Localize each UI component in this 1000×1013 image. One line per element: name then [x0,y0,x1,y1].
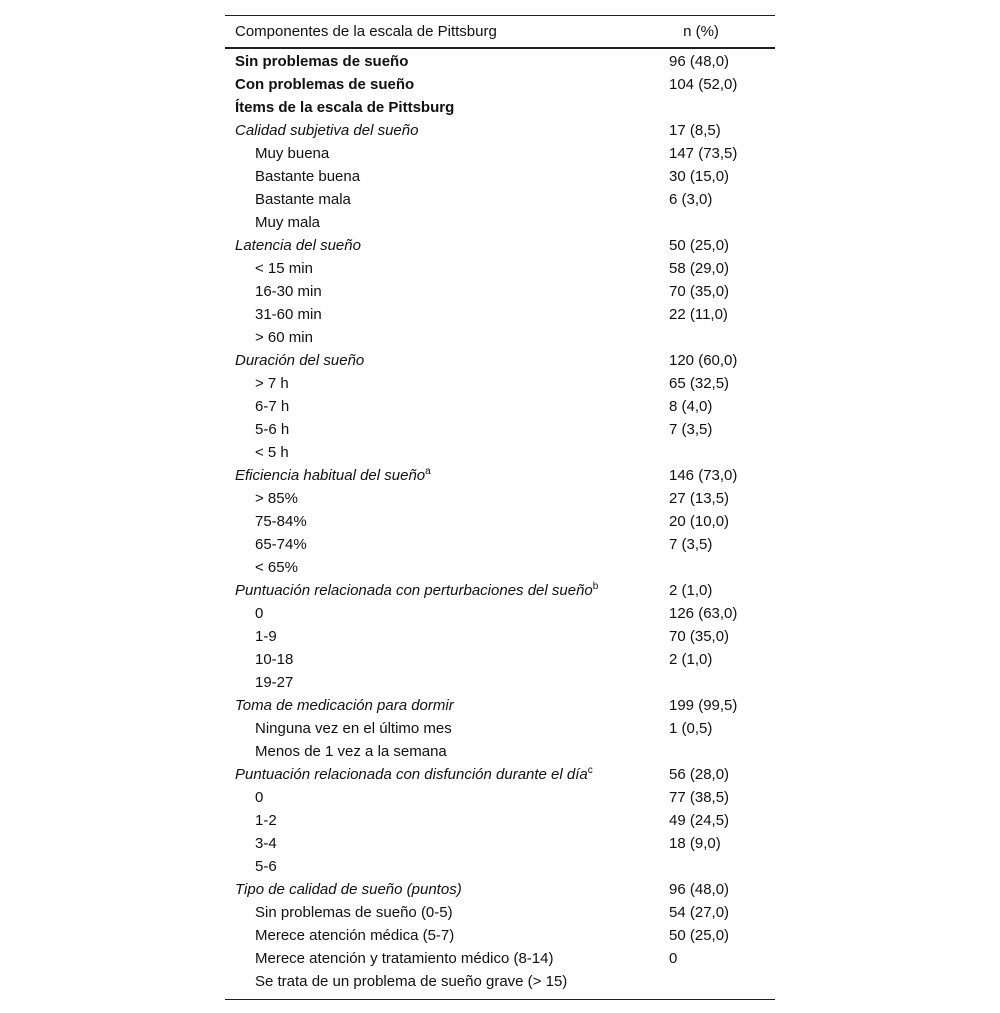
row-label-text: Se trata de un problema de sueño grave (> 15) [255,973,568,990]
table-row [225,280,775,303]
table-row [225,625,775,648]
row-label [225,234,669,257]
row-value: 120 (60,0) [669,352,738,369]
footnote-marker: a [425,466,431,477]
row-label-text: 5-6 [255,858,277,875]
row-value: 7 (3,5) [669,421,713,438]
row-label-text: Sin problemas de sueño [235,53,409,70]
table-row [225,349,775,372]
row-label-text: > 85% [255,490,298,507]
row-label [225,947,669,970]
row-label-text: Menos de 1 vez a la semana [255,743,447,760]
table-row [225,418,775,441]
row-label-text: Muy mala [255,214,321,231]
table-row [225,395,775,418]
header-n-percent: n (%) [683,23,719,40]
row-label [225,165,669,188]
row-label [225,349,669,372]
row-value: 126 (63,0) [669,605,738,622]
table-row [225,786,775,809]
row-label [225,188,669,211]
table-row [225,579,775,602]
table-row [225,717,775,740]
table-row [225,924,775,947]
row-label [225,694,669,717]
row-label [225,648,669,671]
table-row [225,510,775,533]
row-label-text: Sin problemas de sueño (0-5) [255,904,453,921]
row-label [225,280,669,303]
table-row [225,694,775,717]
row-label-text: < 5 h [255,444,289,461]
row-label [225,119,669,142]
table-row [225,556,775,579]
row-value: 70 (35,0) [669,628,730,645]
table-row [225,119,775,142]
row-label-text: < 15 min [255,260,313,277]
row-value: 104 (52,0) [669,76,738,93]
table-row [225,901,775,924]
row-value: 96 (48,0) [669,53,730,70]
table-row [225,671,775,694]
footnote-marker: c [587,765,593,776]
row-label [225,602,669,625]
row-label-text: 31-60 min [255,306,322,323]
row-label-text: Bastante buena [255,168,361,185]
row-label [225,510,669,533]
row-label-text: < 65% [255,559,298,576]
table-row [225,326,775,349]
row-label [225,211,669,234]
table-row [225,832,775,855]
table-row [225,372,775,395]
table-row [225,165,775,188]
header-components: Componentes de la escala de Pittsburg [235,23,497,40]
row-label [225,786,669,809]
row-label-text: 75-84% [255,513,307,530]
row-label-text: 65-74% [255,536,307,553]
row-label [225,625,669,648]
row-label [225,487,669,510]
table-row [225,487,775,510]
row-label-text: Duración del sueño [235,352,365,369]
row-value: 65 (32,5) [669,375,730,392]
row-label-text: Puntuación relacionada con perturbaciones del sueño [235,582,593,599]
row-value: 49 (24,5) [669,812,730,829]
row-label [225,50,669,73]
table-row [225,855,775,878]
row-label [225,464,669,487]
row-label [225,303,669,326]
row-label [225,901,669,924]
row-label-text: Toma de medicación para dormir [235,697,454,714]
row-label-text: Bastante mala [255,191,351,208]
row-label [225,671,669,694]
row-value: 54 (27,0) [669,904,730,921]
row-value: 0 [669,950,678,967]
row-label [225,579,669,602]
row-label [225,970,669,993]
table-body [225,49,775,1000]
row-value: 17 (8,5) [669,122,721,139]
row-label-text: > 7 h [255,375,289,392]
row-label-text: > 60 min [255,329,313,346]
row-label-text: Latencia del sueño [235,237,361,254]
row-label [225,326,669,349]
row-label [225,878,669,901]
row-label [225,763,669,786]
row-value: 27 (13,5) [669,490,730,507]
row-label-text: 0 [255,789,264,806]
row-label [225,533,669,556]
row-value: 77 (38,5) [669,789,730,806]
row-label-text: 19-27 [255,674,294,691]
row-label-text: Calidad subjetiva del sueño [235,122,419,139]
row-label-text: 1-2 [255,812,277,829]
row-value: 7 (3,5) [669,536,713,553]
row-value: 6 (3,0) [669,191,713,208]
table-row [225,303,775,326]
table-row [225,740,775,763]
row-label [225,142,669,165]
table-row [225,211,775,234]
table-header [225,16,775,49]
row-label [225,441,669,464]
row-value: 22 (11,0) [669,306,728,323]
row-value: 18 (9,0) [669,835,721,852]
row-value: 146 (73,0) [669,467,738,484]
row-label-text: 5-6 h [255,421,290,438]
table-row [225,464,775,487]
table-row [225,188,775,211]
row-value: 1 (0,5) [669,720,713,737]
row-value: 96 (48,0) [669,881,730,898]
row-label-text: Ninguna vez en el último mes [255,720,452,737]
row-label-text: 16-30 min [255,283,322,300]
table-row [225,50,775,73]
row-label-text: Ítems de la escala de Pittsburg [235,99,455,116]
table-row [225,96,775,119]
row-value: 8 (4,0) [669,398,713,415]
row-label-text: 1-9 [255,628,277,645]
row-value: 58 (29,0) [669,260,730,277]
row-label [225,740,669,763]
row-label-text: Muy buena [255,145,330,162]
row-value: 70 (35,0) [669,283,730,300]
row-label [225,372,669,395]
row-value: 20 (10,0) [669,513,730,530]
row-label-text: Puntuación relacionada con disfunción durante el día [235,766,588,783]
row-label-text: Con problemas de sueño [235,76,415,93]
table-row [225,763,775,786]
footnote-marker: b [592,581,599,592]
table-row [225,234,775,257]
row-value: 2 (1,0) [669,651,713,668]
row-label-text: 10-18 [255,651,294,668]
table-row [225,648,775,671]
row-label-text: Merece atención médica (5-7) [255,927,455,944]
row-label [225,809,669,832]
table-row [225,533,775,556]
row-label-text: Tipo de calidad de sueño (puntos) [235,881,462,898]
table-row [225,970,775,993]
row-value: 50 (25,0) [669,927,730,944]
row-label-text: 6-7 h [255,398,290,415]
row-value: 30 (15,0) [669,168,730,185]
row-label [225,855,669,878]
row-label [225,717,669,740]
row-label [225,96,669,119]
row-label [225,395,669,418]
table-row [225,947,775,970]
row-value: 2 (1,0) [669,582,713,599]
table-row [225,257,775,280]
table-row [225,878,775,901]
table-row [225,73,775,96]
row-value: 199 (99,5) [669,697,738,714]
row-label [225,73,669,96]
row-value: 50 (25,0) [669,237,730,254]
table-row [225,602,775,625]
pittsburg-table [225,15,775,1000]
row-label-text: 3-4 [255,835,277,852]
row-label [225,556,669,579]
table-row [225,441,775,464]
table-row [225,809,775,832]
row-value: 147 (73,5) [669,145,738,162]
row-label [225,832,669,855]
row-value: 56 (28,0) [669,766,730,783]
row-label-text: Merece atención y tratamiento médico (8-14) [255,950,554,967]
row-label-text: Eficiencia habitual del sueño [235,467,426,484]
row-label [225,924,669,947]
row-label [225,418,669,441]
row-label [225,257,669,280]
table-row [225,142,775,165]
row-label-text: 0 [255,605,264,622]
